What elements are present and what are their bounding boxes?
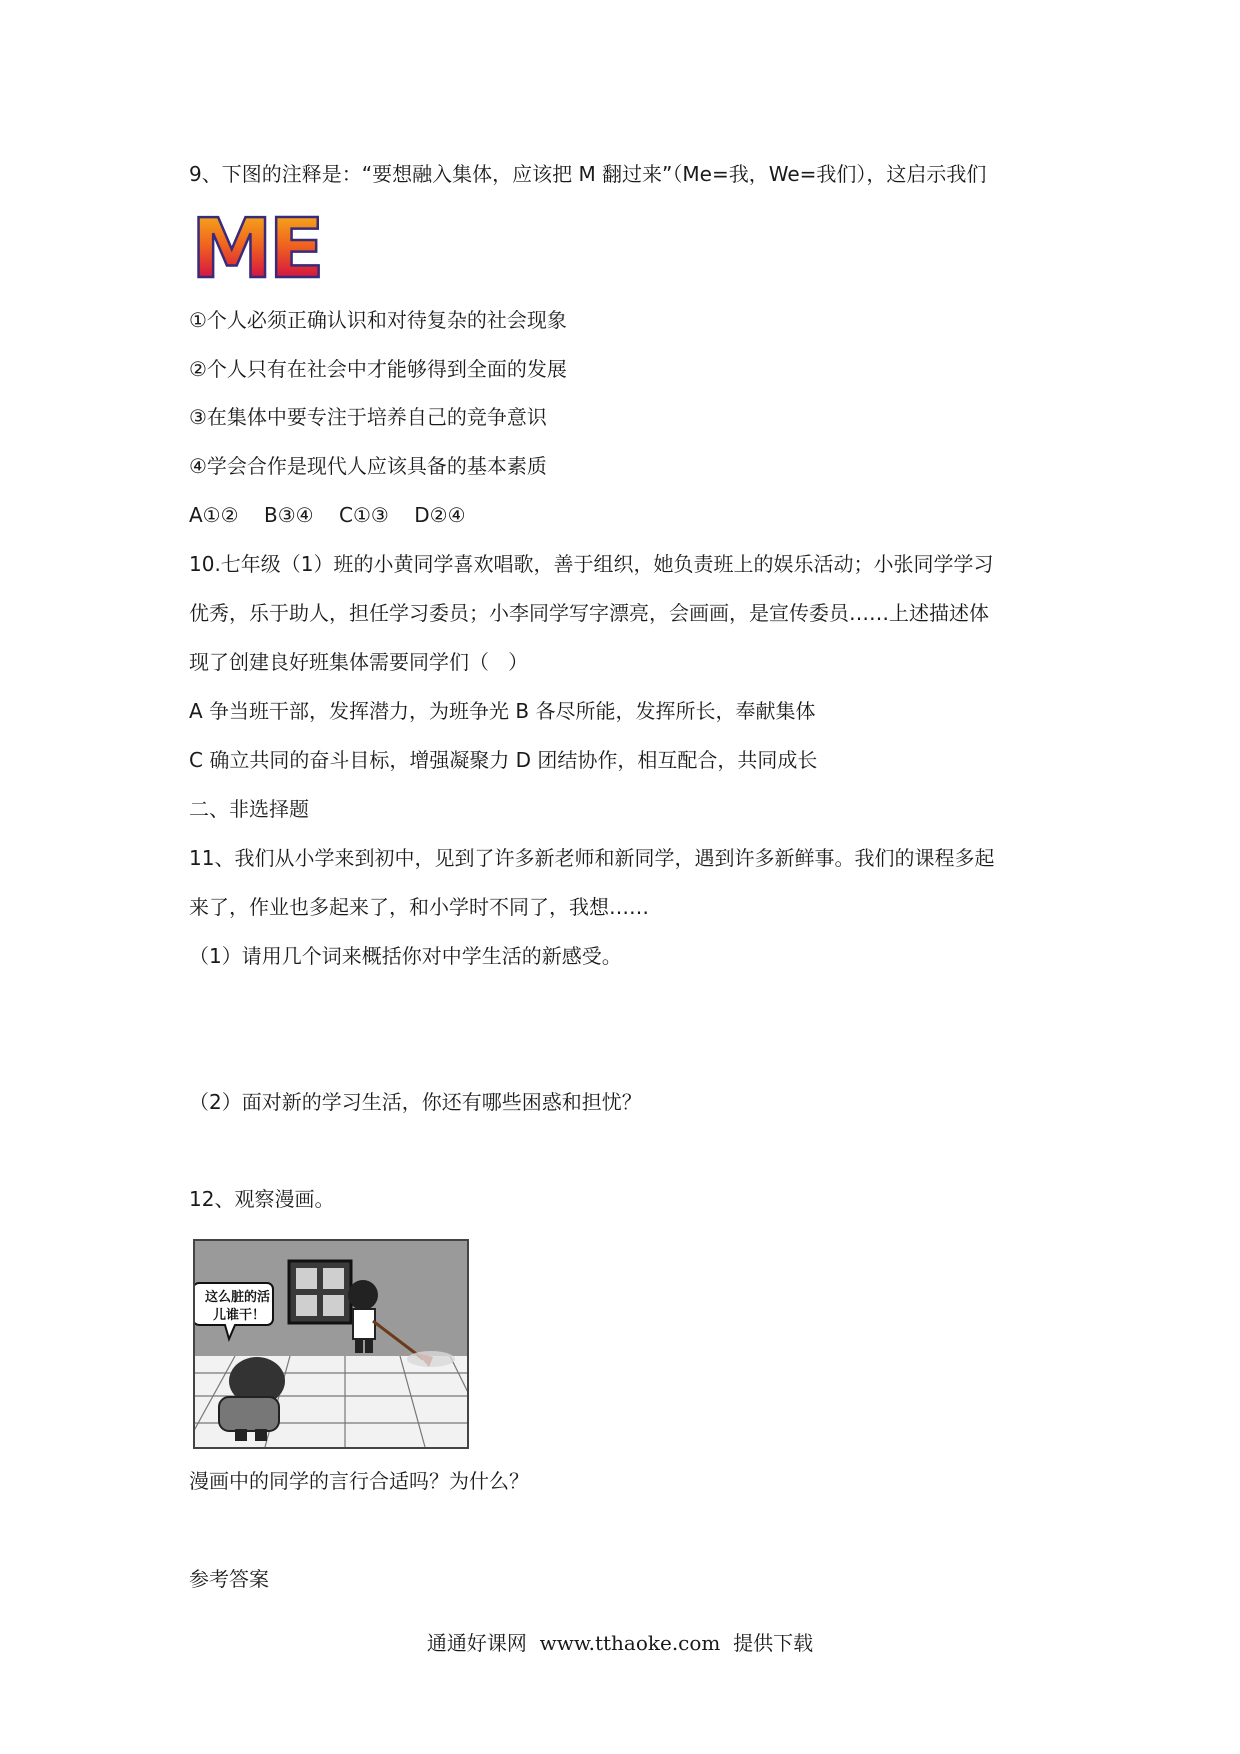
q9-option-2: ②个人只有在社会中才能够得到全面的发展 [189, 357, 567, 381]
section-heading: 二、非选择题 [189, 797, 309, 821]
q9-option-4: ④学会合作是现代人应该具备的基本素质 [189, 454, 547, 478]
q10-stem-line-3: 现了创建良好班集体需要同学们（ ） [189, 650, 529, 674]
comic-speech-line-2: 儿谁干！ [213, 1308, 266, 1323]
q9-option-3: ③在集体中要专注于培养自己的竞争意识 [189, 405, 547, 429]
footer-credit: 通通好课网 www.tthaoke.com 提供下载 [426, 1631, 814, 1655]
q10-option-ab: A 争当班干部，发挥潜力，为班争光 B 各尽所能，发挥所长，奉献集体 [189, 699, 816, 723]
me-logo [189, 205, 339, 285]
q10-stem-line-2: 优秀，乐于助人，担任学习委员；小李同学写字漂亮，会画画，是宣传委员……上述描述体 [189, 601, 989, 625]
q12-stem: 12、观察漫画。 [189, 1187, 335, 1211]
q9-answer-choices: A①② B③④ C①③ D②④ [189, 503, 466, 527]
q11-sub-question-1: （1）请用几个词来概括你对中学生活的新感受。 [189, 944, 622, 968]
q10-option-cd: C 确立共同的奋斗目标，增强凝聚力 D 团结协作，相互配合，共同成长 [189, 748, 818, 772]
q12-question: 漫画中的同学的言行合适吗？为什么？ [189, 1469, 529, 1493]
q11-stem-line-1: 11、我们从小学来到初中，见到了许多新老师和新同学，遇到许多新鲜事。我们的课程多起 [189, 846, 995, 870]
q11-stem-line-2: 来了，作业也多起来了，和小学时不同了，我想…… [189, 895, 649, 919]
me-logo-text: ME [191, 205, 321, 285]
q10-stem-line-1: 10.七年级（1）班的小黄同学喜欢唱歌，善于组织，她负责班上的娱乐活动；小张同学学习 [189, 552, 994, 576]
comic-speech-line-1: 这么脏的活 [205, 1290, 271, 1305]
q11-sub-question-2: （2）面对新的学习生活，你还有哪些困惑和担忧？ [189, 1090, 642, 1114]
q9-option-1: ①个人必须正确认识和对待复杂的社会现象 [189, 308, 567, 332]
q9-stem: 9、下图的注释是：“要想融入集体，应该把 M 翻过来”（Me=我，We=我们），这启示我们 [189, 162, 987, 186]
answers-heading: 参考答案 [189, 1567, 269, 1591]
comic-illustration [193, 1239, 469, 1449]
